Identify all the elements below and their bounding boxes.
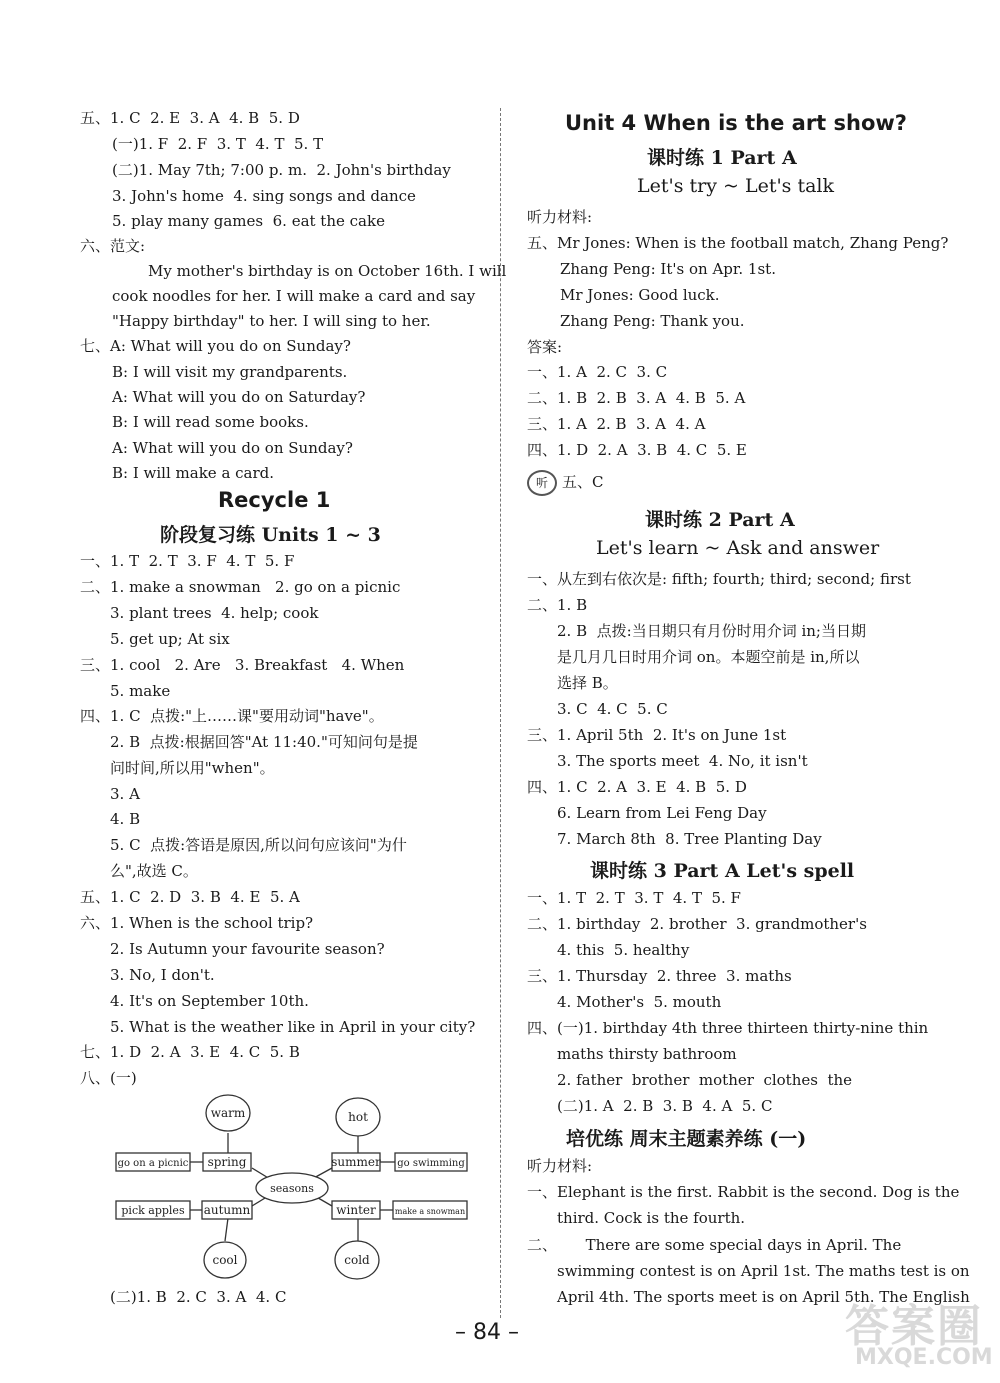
dialog-line: 七、A: What will you do on Sunday? (80, 337, 351, 355)
answer-line: 2. Is Autumn your favourite season? (110, 940, 385, 958)
answer-line: 六、范文: (80, 237, 146, 255)
listening-line: 二、 There are some special days in April. The (527, 1236, 902, 1254)
seasons-mind-map (110, 1093, 480, 1283)
answer-line: 4. B (110, 810, 141, 828)
watermark-text: 答案圈 (845, 1301, 983, 1352)
answer-line: 2. father brother mother clothes the (557, 1071, 853, 1089)
summer-label: summer (331, 1155, 381, 1169)
listening-line: swimming contest is on April 1st. The maths test is on (557, 1262, 970, 1280)
answer-line: 七、1. D 2. A 3. E 4. C 5. B (80, 1043, 300, 1061)
answer-line: (一)1. F 2. F 3. T 4. T 5. T (112, 135, 324, 153)
watermark (845, 1290, 995, 1380)
answer-line: 问时间,所以用"when"。 (110, 759, 275, 777)
answer-line: 三、1. cool 2. Are 3. Breakfast 4. When (80, 656, 405, 674)
dialog-line: B: I will make a card. (112, 464, 275, 482)
answer-line: 三、1. A 2. B 3. A 4. A (527, 415, 706, 433)
unit-title: Unit 4 When is the art show? (565, 111, 907, 135)
answer-line: 3. A (110, 785, 140, 803)
answer-line: 是几月几日时用介词 on。本题空前是 in,所以 (557, 648, 860, 666)
dialog-line: 五、Mr Jones: When is the football match, Zhang Peng? (527, 234, 949, 252)
answer-line: 六、1. When is the school trip? (80, 914, 314, 932)
dialog-line: Zhang Peng: It's on Apr. 1st. (560, 260, 776, 278)
answer-line: 二、1. birthday 2. brother 3. grandmother's (527, 915, 867, 933)
apples-label: pick apples (121, 1204, 185, 1217)
hot-label: hot (348, 1110, 368, 1124)
answer-line: 一、1. T 2. T 3. F 4. T 5. F (80, 552, 295, 570)
essay-line: cook noodles for her. I will make a card and say (112, 287, 476, 305)
answer-line: 听力材料: (527, 208, 593, 226)
dialog-line: Zhang Peng: Thank you. (560, 312, 745, 330)
answer-line: 3. The sports meet 4. No, it isn't (557, 752, 808, 770)
answer-line: 一、1. T 2. T 3. T 4. T 5. F (527, 889, 741, 907)
answer-line: 三、1. Thursday 2. three 3. maths (527, 967, 792, 985)
answer-line: 么",故选 C。 (110, 862, 198, 880)
answer-line: 3. plant trees 4. help; cook (110, 604, 319, 622)
page-number: – 84 – (455, 1320, 519, 1345)
lesson-2-subtitle: Let's learn ~ Ask and answer (596, 537, 880, 559)
column-divider (500, 108, 501, 1318)
answer-line: 四、1. C 点拨:"上……课"要用动词"have"。 (80, 707, 384, 725)
answer-line: 二、1. make a snowman 2. go on a picnic (80, 578, 401, 596)
answer-line: 5. What is the weather like in April in your city? (110, 1018, 476, 1036)
answer-line: 4. this 5. healthy (557, 941, 690, 959)
essay-line: "Happy birthday" to her. I will sing to her. (112, 312, 431, 330)
answer-line: 3. John's home 4. sing songs and dance (112, 187, 416, 205)
answer-line: 四、1. C 2. A 3. E 4. B 5. D (527, 778, 747, 796)
answer-line: 5. play many games 6. eat the cake (112, 212, 385, 230)
answer-line: 五、1. C 2. D 3. B 4. E 5. A (80, 888, 300, 906)
autumn-label: autumn (203, 1203, 251, 1217)
picnic-label: go on a picnic (117, 1158, 189, 1169)
cold-label: cold (344, 1253, 370, 1267)
answer-line: 五、C (562, 473, 604, 491)
answer-line: 四、(一)1. birthday 4th three thirteen thirty-nine thin (527, 1019, 929, 1037)
answer-line: 6. Learn from Lei Feng Day (557, 804, 767, 822)
answer-line: 答案: (527, 338, 563, 356)
warm-label: warm (210, 1106, 246, 1120)
winter-label: winter (336, 1203, 376, 1217)
answer-line: 3. No, I don't. (110, 966, 215, 984)
answer-line: 7. March 8th 8. Tree Planting Day (557, 830, 822, 848)
swimming-label: go swimming (397, 1158, 465, 1169)
answer-line: 一、从左到右依次是: fifth; fourth; third; second; first (527, 570, 911, 588)
answer-line: 2. B 点拨:当日期只有月份时用介词 in;当日期 (557, 622, 866, 640)
answer-line: maths thirsty bathroom (557, 1045, 737, 1063)
lesson-1-title: 课时练 1 Part A (647, 147, 797, 169)
answer-line: 5. make (110, 682, 171, 700)
weekly-practice-title: 培优练 周末主题素养练 (一) (566, 1128, 807, 1150)
answer-line: 八、(一) (80, 1069, 137, 1087)
seasons-label: seasons (270, 1182, 314, 1195)
answer-line: 3. C 4. C 5. C (557, 700, 668, 718)
watermark-url: MXQE.COM (855, 1345, 993, 1370)
dialog-line: Mr Jones: Good luck. (560, 286, 720, 304)
answer-line: 五、1. C 2. E 3. A 4. B 5. D (80, 109, 300, 127)
lesson-1-subtitle: Let's try ~ Let's talk (637, 175, 835, 197)
lesson-2-title: 课时练 2 Part A (645, 509, 795, 531)
listening-line: 一、Elephant is the first. Rabbit is the second. Dog is the (527, 1183, 960, 1201)
lesson-3-title: 课时练 3 Part A Let's spell (590, 860, 855, 882)
dialog-line: A: What will you do on Saturday? (112, 388, 366, 406)
answer-line: 二、1. B 2. B 3. A 4. B 5. A (527, 389, 746, 407)
recycle-subtitle: 阶段复习练 Units 1 ~ 3 (160, 524, 381, 546)
recycle-title: Recycle 1 (218, 488, 331, 512)
listening-line: third. Cock is the fourth. (557, 1209, 746, 1227)
snowman-label: make a snowman (394, 1207, 466, 1216)
answer-line: 4. Mother's 5. mouth (557, 993, 722, 1011)
answer-line: (二)1. May 7th; 7:00 p. m. 2. John's birthday (112, 161, 451, 179)
essay-line: My mother's birthday is on October 16th. I will (148, 262, 507, 280)
answer-line: 一、1. A 2. C 3. C (527, 363, 668, 381)
listen-icon: 听 (527, 470, 557, 496)
answer-line: 选择 B。 (557, 674, 618, 692)
dialog-line: B: I will visit my grandparents. (112, 363, 348, 381)
answer-line: 5. get up; At six (110, 630, 230, 648)
answer-line: 听力材料: (527, 1157, 593, 1175)
connector (225, 1218, 228, 1241)
answer-line: 2. B 点拨:根据回答"At 11:40."可知问句是提 (110, 733, 418, 751)
answer-line: 5. C 点拨:答语是原因,所以问句应该问"为什 (110, 836, 407, 854)
cool-label: cool (212, 1253, 238, 1267)
answer-line: (二)1. A 2. B 3. B 4. A 5. C (557, 1097, 773, 1115)
answer-line: 三、1. April 5th 2. It's on June 1st (527, 726, 787, 744)
spring-label: spring (207, 1155, 247, 1169)
dialog-line: B: I will read some books. (112, 413, 309, 431)
answer-line: 四、1. D 2. A 3. B 4. C 5. E (527, 441, 747, 459)
listening-line: April 4th. The sports meet is on April 5th. The English (557, 1288, 970, 1306)
answer-line: 二、1. B (527, 596, 588, 614)
answer-line: 4. It's on September 10th. (110, 992, 309, 1010)
answer-line: (二)1. B 2. C 3. A 4. C (110, 1288, 287, 1306)
dialog-line: A: What will you do on Sunday? (112, 439, 353, 457)
